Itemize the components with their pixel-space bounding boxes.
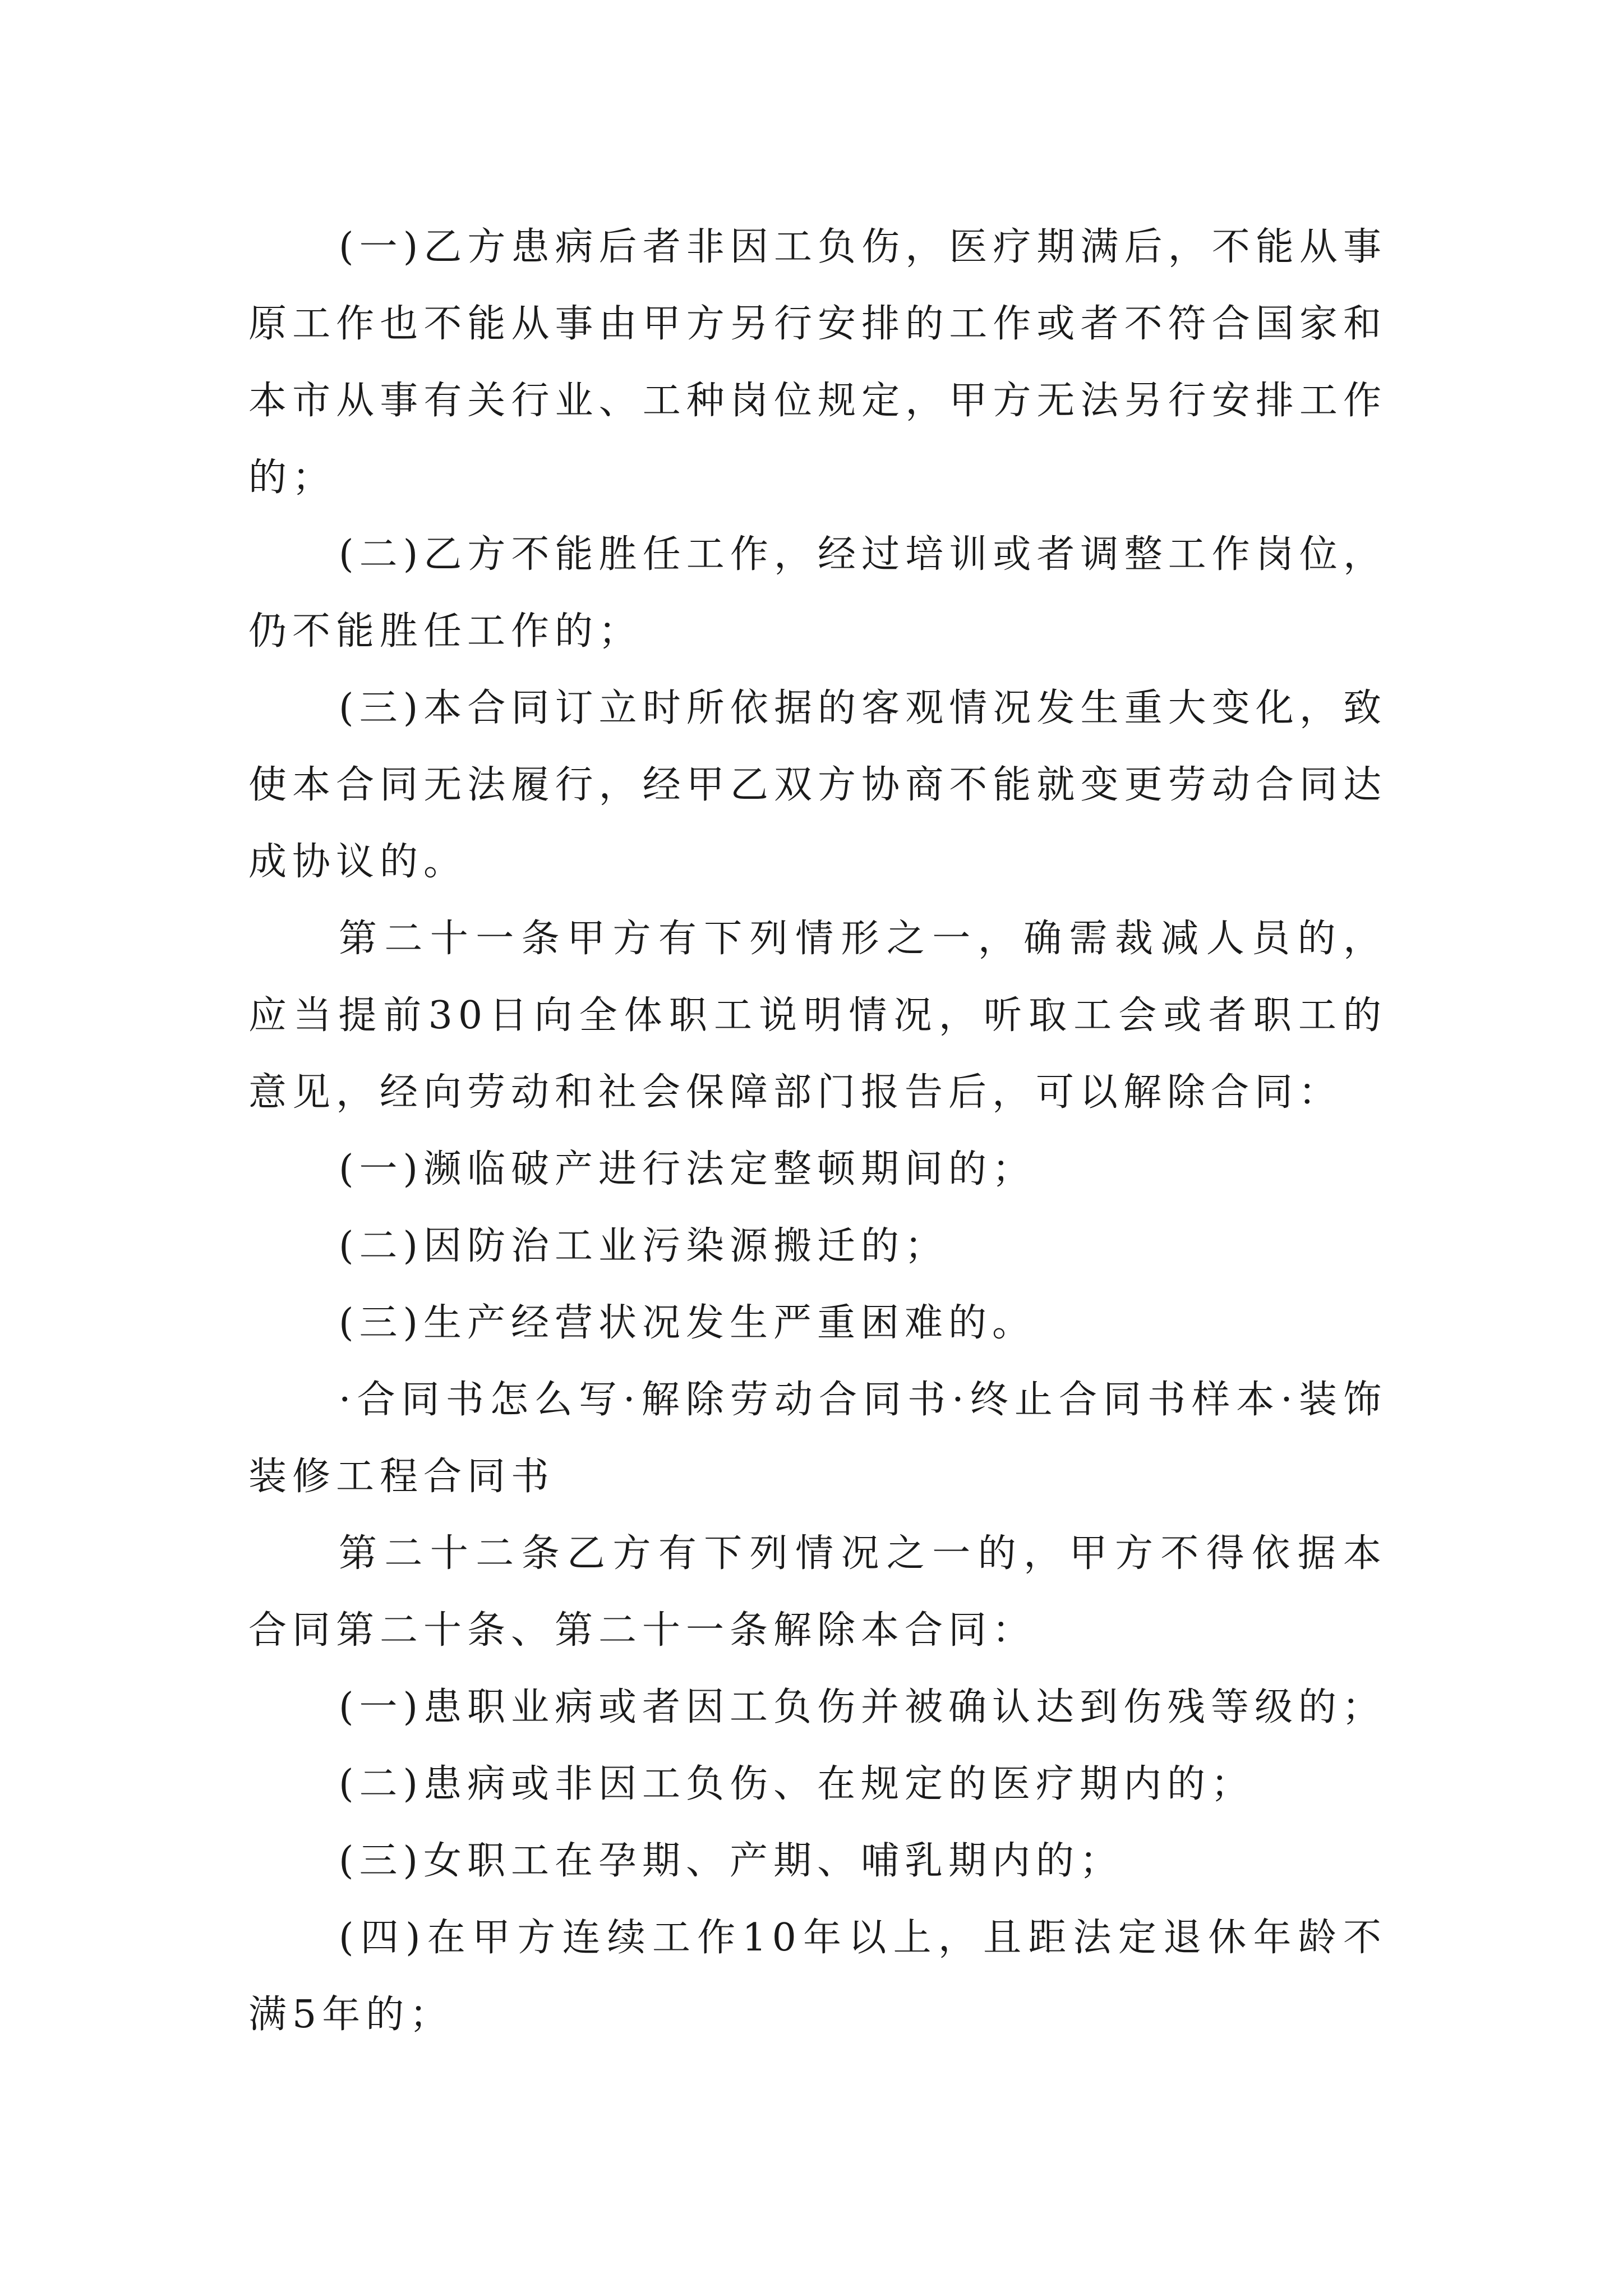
paragraph: 第二十二条乙方有下列情况之一的，甲方不得依据本合同第二十条、第二十一条解除本合同： bbox=[248, 1531, 1387, 1653]
related-links-line: ·合同书怎么写·解除劳动合同书·终止合同书样本·装饰装修工程合同书 bbox=[248, 1378, 1387, 1499]
paragraph: (三)女职工在孕期、产期、哺乳期内的； bbox=[339, 1839, 1124, 1883]
paragraph: (二)因防治工业污染源搬迁的； bbox=[339, 1224, 949, 1268]
paragraph: (一)乙方患病后者非因工负伤，医疗期满后，不能从事原工作也不能从事由甲方另行安排的工作或者不符合国家和本市从事有关行业、工种岗位规定，甲方无法另行安排工作的； bbox=[248, 225, 1387, 500]
paragraph: (一)患职业病或者因工负伤并被确认达到伤残等级的； bbox=[339, 1685, 1386, 1729]
document-body bbox=[248, 209, 1387, 2053]
paragraph: (二)乙方不能胜任工作，经过培训或者调整工作岗位，仍不能胜任工作的； bbox=[248, 532, 1387, 654]
paragraph: (四)在甲方连续工作10年以上，且距法定退休年龄不满5年的； bbox=[248, 1916, 1387, 2037]
paragraph: (三)生产经营状况发生严重困难的。 bbox=[339, 1301, 1036, 1345]
paragraph: 第二十一条甲方有下列情形之一，确需裁减人员的，应当提前30日向全体职工说明情况，听取工会或者职工的意见，经向劳动和社会保障部门报告后，可以解除合同： bbox=[248, 917, 1387, 1115]
paragraph: (二)患病或非因工负伤、在规定的医疗期内的； bbox=[339, 1762, 1255, 1806]
paragraph: (一)濒临破产进行法定整顿期间的； bbox=[339, 1147, 1036, 1191]
paragraph: (三)本合同订立时所依据的客观情况发生重大变化，致使本合同无法履行，经甲乙双方协商不能就变更劳动合同达成协议的。 bbox=[248, 686, 1387, 884]
